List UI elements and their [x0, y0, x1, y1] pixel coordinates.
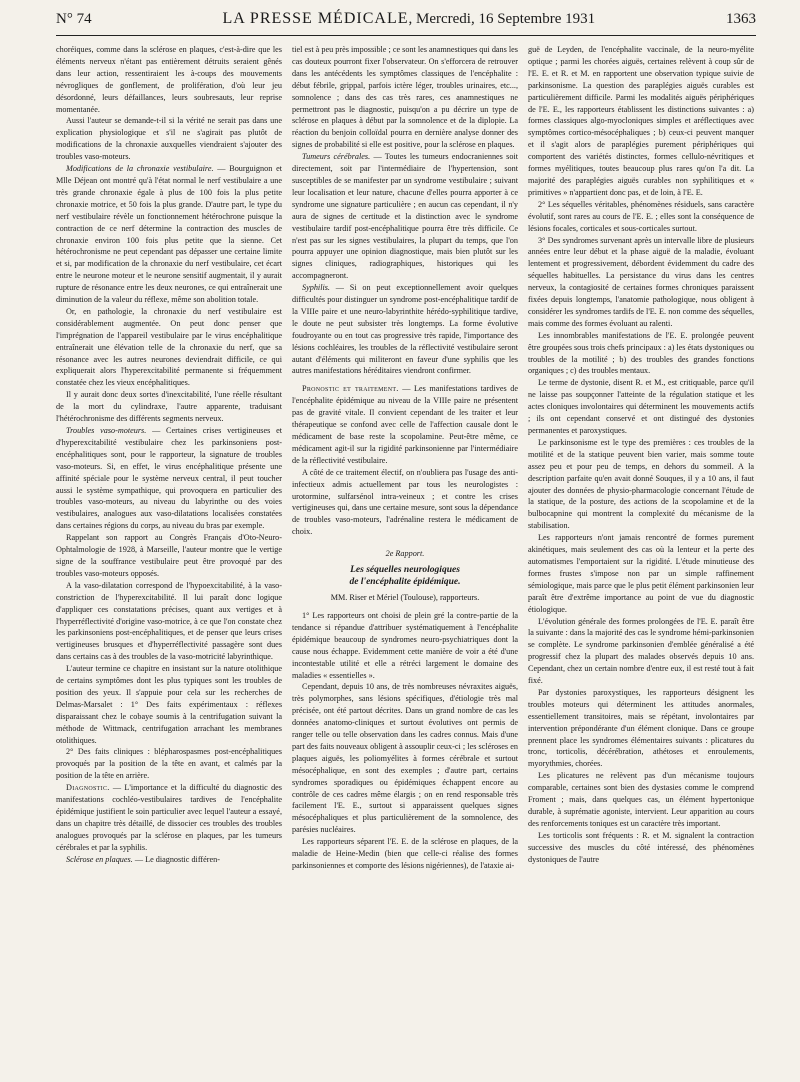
- journal-title: LA PRESSE MÉDICALE: [222, 10, 409, 27]
- report-authors: MM. Riser et Mériel (Toulouse), rapporteurs.: [330, 593, 480, 603]
- section-heading: Syphilis.: [302, 283, 330, 293]
- paragraph: L'auteur termine ce chapitre en insistant sur la nature otolithique de certains symptômes dont les plus typiques sont les troubles de position des yeux. Il s'appuie pour cela sur les recherches de Delmas-Marsalet : 1° Des faits expérimentaux : réflexes disparaissant chez le cobaye soumis à la centrifugation suivant la méthode de Wittmack, centrifugation arrachant les membranes otolithiques.: [56, 664, 282, 745]
- paragraph: Le terme de dystonie, disent R. et M., est critiquable, parce qu'il ne laisse pas soupçonner l'atteinte de la régulation statique et les actes cloniques involontaires qui déterminent les mouvements actifs ; ils ont cependant conservé et ont distingué des dystonies permanentes et paroxystiques.: [528, 378, 754, 435]
- paragraph: Les rapporteurs n'ont jamais rencontré de formes purement akinétiques, mais seulement des cas où la lenteur et la perte des automatismes l'emportaient sur la rigidité. L'étude minutieuse des formes frustes s'impose non par un simple raffinement sémiologique, mais parce que le plus petit élément parkinsonien leur paraît être d'extrême importance au point de vue du diagnostic étiologique.: [528, 533, 754, 614]
- paragraph: tiel est à peu près impossible ; ce sont les anamnestiques qui dans les cas douteux pourront fixer l'observateur. On s'efforcera de retrouver dans les antécédents les symptômes classiques de l'encéphalite : début fébrile, grippal, parfois ictère léger, troubles urinaires, etc..., somnolence ; dans des cas très rares, ces anamnestiques ne permettront pas le diagnostic, puisqu'on a pu décrire un type de sclérose en plaques à début par la somnolence et de la diplopie. La réaction du benjoin colloïdal pourra en dernière analyse donner des signes de probabilité si elle est positive, pour la sclérose en plaques.: [292, 45, 518, 150]
- paragraph: Or, en pathologie, la chronaxie du nerf vestibulaire est considérablement augmentée. On peut donc penser que l'imprégnation de l'appareil vestibulaire par le virus encéphalitique entraînerait une élévation telle de la chronaxie du nerf, que sa résonance avec les autres neurones deviendrait difficile, ce qui expliquerait alors l'hyperexcitabilité permanente si fréquemment constatée chez les vieux encéphalitiques.: [56, 306, 282, 388]
- section-heading: Pronostic et traitement.: [302, 384, 399, 394]
- paragraph: Diagnostic. — L'importance et la difficulté du diagnostic des manifestations cochléo-vestibulaires tardives de l'encéphalite épidémique justifient le soin particulier avec lequel l'auteur a essayé, dans un chapitre très détaillé, de dissocier ces troubles des troubles analogues provoqués par la sclérose en plaques, par les tumeurs cérébrales et par la syphilis.: [56, 783, 282, 852]
- report-title-line-2: de l'encéphalite épidémique.: [349, 577, 461, 588]
- paragraph: A la vaso-dilatation correspond de l'hypoexcitabilité, à la vaso-constriction de l'hyperexcitabilité. Il lui paraît donc logique d'appliquer ces constatations précises, quant aux vertiges et à l'hyperréflectivité d'origine vaso-motrice, à ce que l'on constate chez les parkinsoniens post-encéphalitiques, et de penser que leurs crises vertigineuses brusques et d'hyperréflectivité passagère sont dues dans certains cas à des troubles de la vaso-motricité labyrinthique.: [56, 580, 282, 662]
- paragraph: Modifications de la chronaxie vestibulaire. — Bourguignon et Mlle Déjean ont montré qu'à l'état normal le nerf vestibulaire a une très grande chronaxie égale à plus de 100 fois la plus petite chronaxie motrice, et 50 fois la plus grande. D'autre part, le type du nerf vestibulaire révèle un fonctionnement hétérochrone puisque la contraction de ce nerf détermine la contraction des muscles de chronaxie environ 100 fois plus petite que la sienne. Cet hétérochronisme ne peut cependant pas dépasser une certaine limite et si, par modification de la chronaxie du nerf vestibulaire, cet écart entre le neurone moteur et le neurone sensitif augmentait, il y aurait rupture de résonance entre les deux neurones, ce qui entraînerait une diminution de la valeur du réflexe, même son abolition totale.: [56, 164, 282, 305]
- paragraph: Tumeurs cérébrales. — Toutes les tumeurs endocraniennes soit directement, soit par l'intermédiaire de l'hypertension, sont susceptibles de se manifester par un syndrome vestibulaire ; suivant leur localisation et leur nature, chacune d'elles pourra apporter à ce syndrome une signature particulière ; en aucun cas cependant, il n'y aura de signes de certitude et la distinction avec le syndrome vestibulaire tardif post-encéphalitique pourra être très difficile. Ce n'est pas sur les signes vestibulaires, la plupart du temps, que l'on pourra appuyer une opinion diagnostique, mais bien plutôt sur les signes cliniques, radiographiques, historiques qui les accompagneront.: [292, 152, 518, 281]
- paragraph: 2° Des faits cliniques : blépharospasmes post-encéphalitiques provoqués par la position de la tête en avant, et calmés par la position de la tête en arrière.: [56, 747, 282, 781]
- section-heading: Sclérose en plaques.: [66, 854, 133, 864]
- paragraph: Les innombrables manifestations de l'E. E. prolongée peuvent être groupées sous trois chefs principaux : a) les états dystoniques ou troubles de la motilité ; b) des troubles des grandes fonctions organiques ; c) des troubles mentaux.: [528, 330, 754, 376]
- section-heading: Tumeurs cérébrales.: [302, 152, 371, 162]
- section-heading: Modifications de la chronaxie vestibulaire.: [66, 164, 214, 174]
- page-header: [56, 10, 756, 36]
- text-columns: [56, 44, 756, 1080]
- paragraph: Cependant, depuis 10 ans, de très nombreuses névraxites aiguës, très polymorphes, sans lésions spécifiques, d'étiologie très mal précisée, ont été partout décrites. Dans un grand nombre de cas les données anatomo-cliniques et surtout évolutives ont permis de ranger telle ou telle observation dans les cadres connus. Mais d'une part des faits nouveaux obligent à assouplir ceux-ci ; les scléroses en plaques aiguës, les poliomyélites à formes cérébrale et surtout mésocéphalique, en sont des exemples ; d'autre part, certains syndromes sporadiques ou épidémiques échappent encore au contrôle de ces cadres même élargis ; on en rend responsable très facilement l'E. E., surtout si apparaissent quelques signes mésocéphaliques et plus particulièrement de la somnolence, des parésies nucléaires.: [292, 682, 518, 835]
- paragraph: Aussi l'auteur se demande-t-il si la vérité ne serait pas dans une explication physiologique et s'il ne s'agirait pas plutôt de modifications de la chronaxie auxquelles viendraient s'ajouter des troubles vaso-moteurs.: [56, 116, 282, 162]
- paragraph: A côté de ce traitement électif, on n'oubliera pas l'usage des anti-infectieux admis actuellement par tous les neurologistes : urotormine, sulfarsénol intra-veineux ; et contre les crises vertigineuses qui, dans une certaine mesure, sont sous la dépendance de troubles vaso-moteurs, l'adrénaline restera le médicament de choix.: [292, 467, 518, 537]
- paragraph: 3° Des syndromes survenant après un intervalle libre de plusieurs années entre leur début et la phase aiguë de la maladie, évoluant lentement et progressivement, débordent évidemment du cadre des séquelles habituelles. La persistance du virus dans les centres nerveux, la contagiosité de certaines formes chroniques paraissent fixées depuis longtemps, l'anatomie pathologique, nous obligent à considérer les syndromes tardifs de l'E. E. non comme des séquelles, mais comme des formes évoluant au ralenti.: [528, 235, 754, 328]
- issue-number: N° 74: [56, 11, 92, 27]
- paragraph: guë de Leyden, de l'encéphalite vaccinale, de la neuro-myélite optique ; parmi les chorées aiguës, certaines relèvent à coup sûr de l'E. E. et R. et M. en rapportent une observation typique suivie de parkinsonisme. La question des paraplégies aiguës curables est particulièrement difficile. Parmi les modalités aiguës périphériques de l'E. E., les rapporteurs établissent les distinctions suivantes : a) formes classiques algo-myocloniques simples et aréflectiques avec symptômes cortico-mésocéphaliques ; b) ceux-ci peuvent manquer et il s'agit alors de paraplégies purement périphériques qui comportent des variétés distinctes, formes cellulo-névritiques et formes myélitiques, toutes beaucoup plus rares qu'on l'a dit. La majorité des paraplégies aiguës curables non syphilitiques et « primitives » n'appartient donc pas, et de loin, à l'E. E.: [528, 45, 754, 197]
- masthead-line: LA PRESSE MÉDICALE, Mercredi, 16 Septembre 1931: [222, 10, 596, 27]
- report-title-line-1: Les séquelles neurologiques: [350, 565, 460, 576]
- column-1: [56, 44, 282, 1080]
- paragraph: Par dystonies paroxystiques, les rapporteurs désignent les troubles moteurs qui déterminent les attitudes anormales, essentiellement transitoires, mais se répétant, involontaires par intervention prépondérante d'un élément clonique. Dans ce groupe prennent place les syndromes élémentaires suivants : plicatures du tronc, torticolis, décérébration, athétoses et enroulements, myorythmies, chorées.: [528, 687, 754, 769]
- paragraph: 2° Les séquelles véritables, phénomènes résiduels, sans caractère évolutif, sont rares au cours de l'E. E. ; elles sont la conséquence de lésions focales, corticales et sous-corticales surtout.: [528, 199, 754, 233]
- paragraph: 1° Les rapporteurs ont choisi de plein gré la contre-partie de la tendance si répandue d'attribuer systématiquement à l'encéphalite épidémique beaucoup de syndromes neuro-psychiatriques dont la cause nous échappe. Evidemment cette manière de voir a été d'une incontestable utilité et elle a rétréci largement le domaine des maladies « essentielles ».: [292, 610, 518, 680]
- paragraph: Syphilis. — Si on peut exceptionnellement avoir quelques difficultés pour distinguer un syndrome post-encéphalitique tardif de la VIIIe paire et une neuro-labyrinthite hérédo-syphilitique tardive, le doute ne peut subsister très longtemps. La forme évolutive foudroyante ou en tout cas progressive très rapide, l'importance des lésions cochléaires, les troubles de la réflectivité vestibulaire seront autant d'éléments qui militeront en faveur d'une syphilis que les autres manifestations héréditaires viendront confirmer.: [292, 283, 518, 376]
- column-3: [528, 44, 754, 1080]
- issue-date: Mercredi, 16 Septembre 1931: [415, 11, 596, 27]
- paragraph: Les torticolis sont fréquents : R. et M. signalent la contraction successive des muscles du côté intéressé, des phénomènes dystoniques de l'autre: [528, 830, 754, 864]
- paragraph: Rappelant son rapport au Congrès Français d'Oto-Neuro-Ophtalmologie de 1928, à Marseille, l'auteur montre que le vertige signe de la souffrance vestibulaire peut être provoqué par des troubles vaso-moteurs opposés.: [56, 533, 282, 578]
- paragraph: Troubles vaso-moteurs. — Certaines crises vertigineuses et d'hyperexcitabilité vestibulaire chez les parkinsoniens post-encéphalitiques sont, pour le rapporteur, la signature de troubles vaso-moteurs. Si, en effet, le virus encéphalitique présente une affinité spéciale pour le système nerveux central, il peut toucher aussi le système sympathique, qui provoquera en particulier des troubles vaso-moteurs, au niveau du labyrinthe ou des voies vestibulaires, analogues aux vaso-dilatations localisées constatées dans certaines régions du corps, au niveau du bras par exemple.: [56, 426, 282, 531]
- page-number: 1363: [725, 11, 756, 27]
- report-heading: 2e Rapport.: [385, 549, 425, 559]
- section-heading: Troubles vaso-moteurs.: [66, 426, 147, 435]
- paragraph: Les plicatures ne relèvent pas d'un mécanisme toujours comparable, certaines sont bien des dystasies comme le comprend Froment ; mais, dans quelques cas, un élément hypertonique durable, à suprématie agoniste, intervient. Leur apparition au cours des renforcements toniques est un caractère très important.: [528, 771, 754, 828]
- paragraph: L'évolution générale des formes prolongées de l'E. E. paraît être la suivante : dans la majorité des cas le syndrome hémi-parkinsonien se complète. Le syndrome parkinsonien d'emblée généralisé a été progressif chez la plupart des malades observés depuis 10 ans. Cependant, chez un certain nombre d'entre eux, il est resté tout à fait fixé.: [528, 616, 754, 686]
- paragraph: choréiques, comme dans la sclérose en plaques, c'est-à-dire que les éléments nerveux n'étant pas entièrement détruits seraient gênés dans leur action, ressentiraient les à-coups des mouvements névrogliques de gonflement, de prolifération, d'où leur jeu désordonné, leurs défaillances, leurs soubresauts, leur reprise momentanée.: [56, 45, 282, 114]
- paragraph: Le parkinsonisme est le type des premières : ces troubles de la motilité et de la statique peuvent bien varier, mais somme toute assez peu et pour peu de temps, en dehors du sommeil. A la description parfaite qu'en avait donné Souques, il y a 10 ans, il faut ajouter des données de physio-pharmacologie concernant l'étude de la statique, de la posture, des actions de la scopolamine et de la bulbocapnine qui montrent la complexité du mécanisme de la stabilisation.: [528, 437, 754, 531]
- paragraph: Il y aurait donc deux sortes d'inexcitabilité, l'une réelle résultant de la mort du cylindraxe, l'autre apparente, traduisant l'hétérochronisme des différents segments nerveux.: [56, 390, 282, 424]
- paragraph: Pronostic et traitement. — Les manifestations tardives de l'encéphalite épidémique au niveau de la VIIIe paire ne présentent pas de gravité vitale. Il convient cependant de les traiter et leur thérapeutique se confond avec celle de l'affection causale dont le médicament de base reste la scopolamine. Peut-être même, ce médicament agit-il sur la rigidité parkinsonienne par l'intermédiaire de la réflectivité vestibulaire.: [292, 384, 518, 465]
- section-heading: Diagnostic.: [66, 783, 110, 793]
- column-2: [292, 44, 518, 1080]
- paragraph: Sclérose en plaques. — Le diagnostic différen-: [66, 854, 220, 864]
- paragraph: Les rapporteurs séparent l'E. E. de la sclérose en plaques, de la maladie de Heine-Medin (bien que celle-ci réalise des formes parkinsoniennes et comporte des lésions nigériennes), de l'ataxie ai-: [292, 837, 518, 870]
